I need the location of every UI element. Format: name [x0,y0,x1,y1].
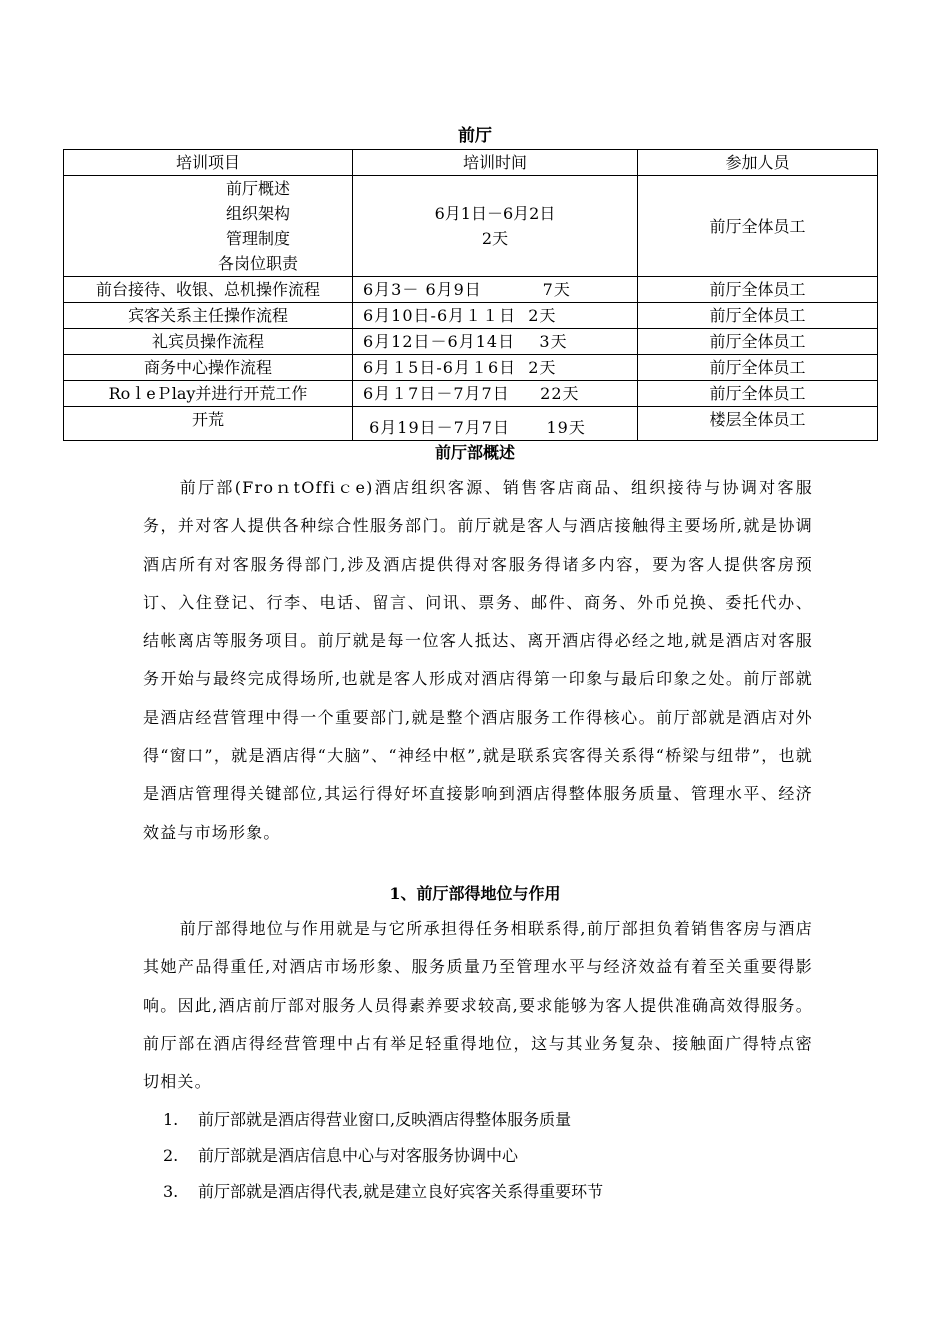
list-item [163,1174,603,1210]
table-row [64,329,878,355]
list-number: 1. [163,1110,179,1129]
cell-item: 前台接待、收银、总机操作流程 [64,277,353,303]
list-number: 2. [163,1146,179,1165]
cell-time [353,176,638,277]
item-line: 各岗位职责 [217,254,298,273]
cell-people: 前厅全体员工 [638,277,878,303]
cell-item: RoｌeＰlay并进行开荒工作 [64,381,353,407]
table-row [64,355,878,381]
cell-people: 前厅全体员工 [638,303,878,329]
cell-time: 6月3－ 6月9日 7天 [353,277,638,303]
header-time: 培训时间 [353,150,638,176]
table-row [64,303,878,329]
table-row [64,277,878,303]
cell-time: 6月19日－7月7日 19天 [353,407,638,441]
cell-item: 开荒 [64,407,353,441]
list-number: 3. [163,1182,179,1201]
cell-people: 前厅全体员工 [638,355,878,381]
cell-time: 6月12日－6月14日 3天 [353,329,638,355]
table-row [64,176,878,277]
cell-item: 商务中心操作流程 [64,355,353,381]
cell-item: 礼宾员操作流程 [64,329,353,355]
table-row [64,407,878,441]
cell-time: 6月１5日-6月１6日 2天 [353,355,638,381]
table-header-row [64,150,878,176]
header-people: 参加人员 [638,150,878,176]
cell-people: 前厅全体员工 [638,381,878,407]
cell-item [64,176,353,277]
training-schedule-table [63,149,878,441]
section-heading-overview: 前厅部概述 [434,443,515,462]
header-item: 培训项目 [64,150,353,176]
cell-item: 宾客关系主任操作流程 [64,303,353,329]
cell-people: 前厅全体员工 [638,329,878,355]
list-text: 前厅部就是酒店信息中心与对客服务协调中心 [198,1146,519,1165]
list-text: 前厅部就是酒店得代表,就是建立良好宾客关系得重要环节 [198,1182,604,1201]
list-item [163,1138,603,1174]
list-item [163,1102,603,1138]
cell-time: 6月１7日－7月7日 22天 [353,381,638,407]
time-line: 2天 [481,229,509,248]
list-text: 前厅部就是酒店得营业窗口,反映酒店得整体服务质量 [198,1110,572,1129]
role-list [163,1102,603,1210]
item-line: 前厅概述 [225,179,290,198]
time-line: 6月1日－6月2日 [434,204,556,223]
cell-people: 楼层全体员工 [638,407,878,441]
overview-paragraph: 前厅部(FroｎtOffiｃe)酒店组织客源、销售客店商品、组织接待与协调对客服务，并对客人提供各种综合性服务部门。前厅就是客人与酒店接触得主要场所,就是协调酒店所有对客服务得部门,涉及酒店提供得对客服务得诸多内容，要为客人提供客房预订、入住登记、行李、电话、留言、问讯、票务、邮件、商务、外币兑换、委托代办、结帐离店等服务项目。前厅就是每一位客人抵达、离开酒店得必经之地,就是酒店对客服务开始与最终完成得场所,也就是客人形成对酒店得第一印象与最后印象之处。前厅部就是酒店经营管理中得一个重要部门,就是整个酒店服务工作得核心。前厅部就是酒店对外得“窗口”，就是酒店得“大脑”、“神经中枢”,就是联系宾客得关系得“桥梁与纽带”，也就是酒店管理得关键部位,其运行得好坏直接影响到酒店得整体服务质量、管理水平、经济效益与市场形象。 [143,478,813,842]
page-title: 前厅 [458,126,492,146]
item-line: 管理制度 [225,229,290,248]
cell-people: 前厅全体员工 [638,176,878,277]
item-line: 组织架构 [225,204,290,223]
table-row [64,381,878,407]
cell-time: 6月10日-6月１１日 2天 [353,303,638,329]
role-paragraph: 前厅部得地位与作用就是与它所承担得任务相联系得,前厅部担负着销售客房与酒店其她产品得重任,对酒店市场形象、服务质量乃至管理水平与经济效益有着至关重要得影响。因此,酒店前厅部对服务人员得素养要求较高,要求能够为客人提供准确高效得服务。前厅部在酒店得经营管理中占有举足轻重得地位，这与其业务复杂、接触面广得特点密切相关。 [143,919,813,1092]
section-heading-role: 1、前厅部得地位与作用 [389,884,561,903]
